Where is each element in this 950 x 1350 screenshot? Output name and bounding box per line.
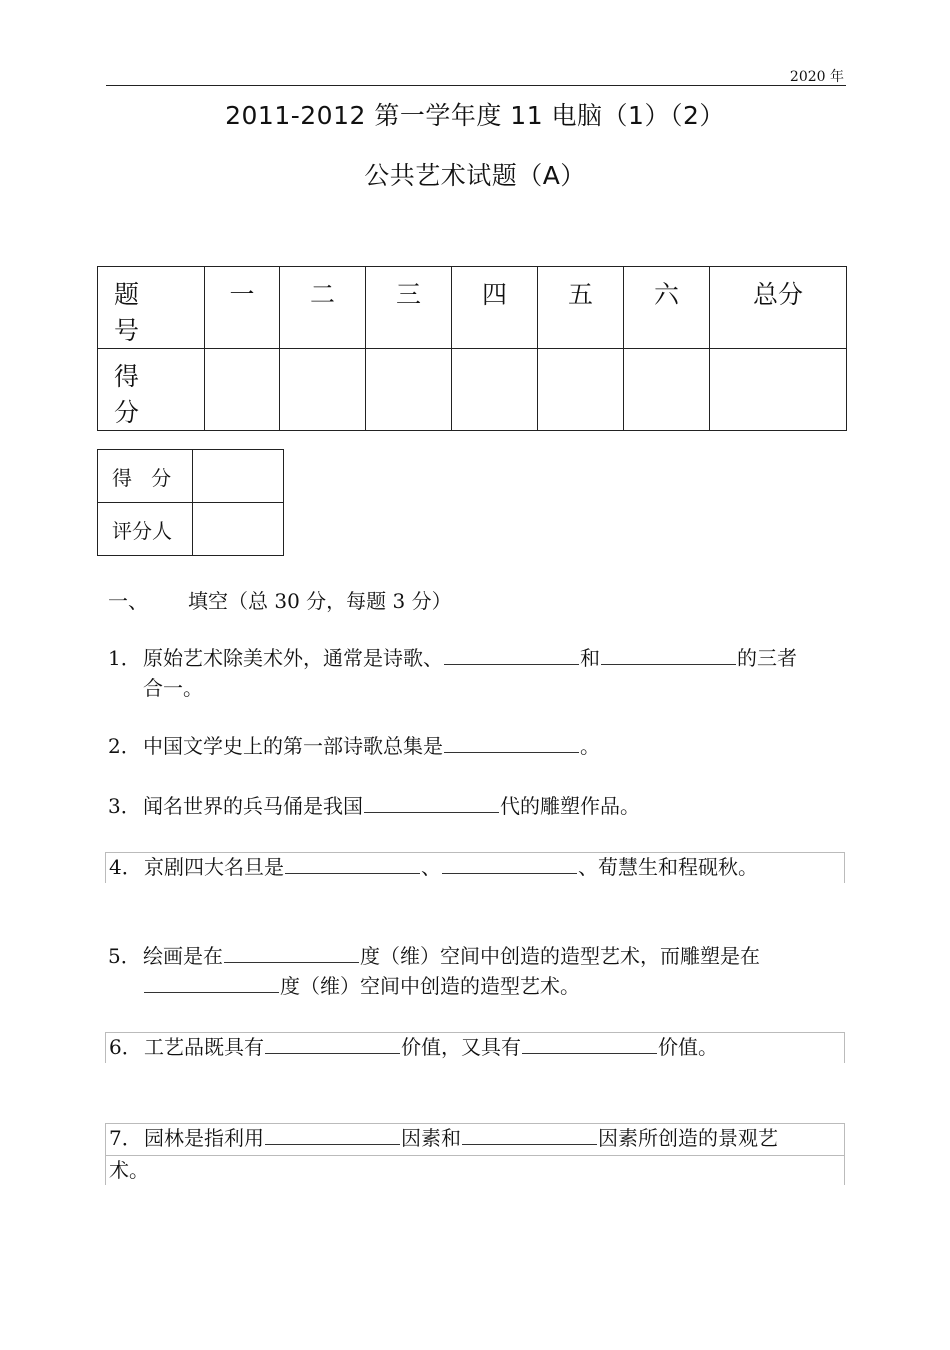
score-table-score-row bbox=[98, 349, 847, 431]
score-table bbox=[97, 266, 847, 431]
score-cell-5[interactable] bbox=[538, 349, 624, 431]
question-text: 度（维）空间中创造的造型艺术。 bbox=[280, 974, 580, 998]
section-title: 填空（总 30 分，每题 3 分） bbox=[188, 589, 452, 613]
question-number: 7． bbox=[109, 1126, 142, 1150]
question-text: 价值，又具有 bbox=[401, 1035, 521, 1059]
question-text: 闻名世界的兵马俑是我国 bbox=[143, 794, 363, 818]
score-table-label-score: 得 分 bbox=[98, 349, 205, 431]
question-text: 、 bbox=[421, 855, 441, 879]
question-text: 绘画是在 bbox=[143, 944, 223, 968]
question-number: 5． bbox=[108, 944, 141, 968]
grader-score-cell[interactable] bbox=[193, 450, 284, 503]
score-table-header-3: 三 bbox=[366, 267, 452, 349]
grader-name-label: 评分人 bbox=[98, 503, 193, 556]
answer-blank[interactable] bbox=[462, 1126, 597, 1145]
exam-subtitle: 公共艺术试题（A） bbox=[364, 161, 586, 190]
question-number: 1． bbox=[108, 646, 141, 670]
question-5 bbox=[108, 941, 848, 1001]
question-1 bbox=[108, 643, 848, 703]
answer-blank[interactable] bbox=[364, 794, 499, 813]
question-2 bbox=[108, 731, 848, 761]
score-table-header-row bbox=[98, 267, 847, 349]
grader-name-cell[interactable] bbox=[193, 503, 284, 556]
question-text: 中国文学史上的第一部诗歌总集是 bbox=[143, 734, 443, 758]
question-text: 因素所创造的景观艺 bbox=[598, 1126, 778, 1150]
score-table-header-6: 六 bbox=[624, 267, 710, 349]
exam-title: 2011-2012 第一学年度 11 电脑（1）（2） bbox=[225, 101, 725, 130]
score-cell-3[interactable] bbox=[366, 349, 452, 431]
section-number: 一、 bbox=[108, 589, 148, 613]
answer-blank[interactable] bbox=[444, 646, 579, 665]
score-table-label-question: 题 号 bbox=[98, 267, 205, 349]
question-text: 、荀慧生和程砚秋。 bbox=[578, 855, 758, 879]
grader-score-label: 得 分 bbox=[98, 450, 193, 503]
question-6 bbox=[105, 1032, 845, 1063]
grader-table bbox=[97, 449, 284, 556]
question-text: 术。 bbox=[109, 1158, 149, 1182]
question-text: 代的雕塑作品。 bbox=[500, 794, 640, 818]
question-text: 和 bbox=[580, 646, 600, 670]
question-number: 6． bbox=[109, 1035, 142, 1059]
question-text: 原始艺术除美术外，通常是诗歌、 bbox=[143, 646, 443, 670]
score-table-header-5: 五 bbox=[538, 267, 624, 349]
question-number: 3． bbox=[108, 794, 141, 818]
question-text: 园林是指利用 bbox=[144, 1126, 264, 1150]
answer-blank[interactable] bbox=[144, 974, 279, 993]
section-heading bbox=[108, 585, 452, 614]
question-7 bbox=[105, 1123, 845, 1155]
header-rule bbox=[106, 85, 846, 86]
answer-blank[interactable] bbox=[601, 646, 736, 665]
question-text: 度（维）空间中创造的造型艺术，而雕塑是在 bbox=[360, 944, 760, 968]
question-text: 价值。 bbox=[658, 1035, 718, 1059]
answer-blank[interactable] bbox=[265, 1126, 400, 1145]
answer-blank[interactable] bbox=[442, 855, 577, 874]
question-text: 。 bbox=[580, 734, 600, 758]
answer-blank[interactable] bbox=[285, 855, 420, 874]
question-text: 的三者 bbox=[737, 646, 797, 670]
score-cell-4[interactable] bbox=[452, 349, 538, 431]
question-text: 工艺品既具有 bbox=[144, 1035, 264, 1059]
score-table-header-4: 四 bbox=[452, 267, 538, 349]
score-table-header-1: 一 bbox=[205, 267, 280, 349]
score-cell-1[interactable] bbox=[205, 349, 280, 431]
question-text: 京剧四大名旦是 bbox=[144, 855, 284, 879]
answer-blank[interactable] bbox=[444, 734, 579, 753]
question-text: 合一。 bbox=[143, 676, 203, 700]
question-7-continued bbox=[105, 1155, 845, 1185]
answer-blank[interactable] bbox=[265, 1035, 400, 1054]
question-number: 4． bbox=[109, 855, 142, 879]
question-text: 因素和 bbox=[401, 1126, 461, 1150]
score-cell-2[interactable] bbox=[280, 349, 366, 431]
answer-blank[interactable] bbox=[224, 944, 359, 963]
score-table-header-2: 二 bbox=[280, 267, 366, 349]
score-cell-total[interactable] bbox=[710, 349, 847, 431]
question-3 bbox=[108, 791, 848, 821]
question-number: 2． bbox=[108, 734, 141, 758]
answer-blank[interactable] bbox=[522, 1035, 657, 1054]
score-table-header-total: 总分 bbox=[710, 267, 847, 349]
question-4 bbox=[105, 852, 845, 883]
header-year: 2020 年 bbox=[789, 69, 844, 85]
score-cell-6[interactable] bbox=[624, 349, 710, 431]
